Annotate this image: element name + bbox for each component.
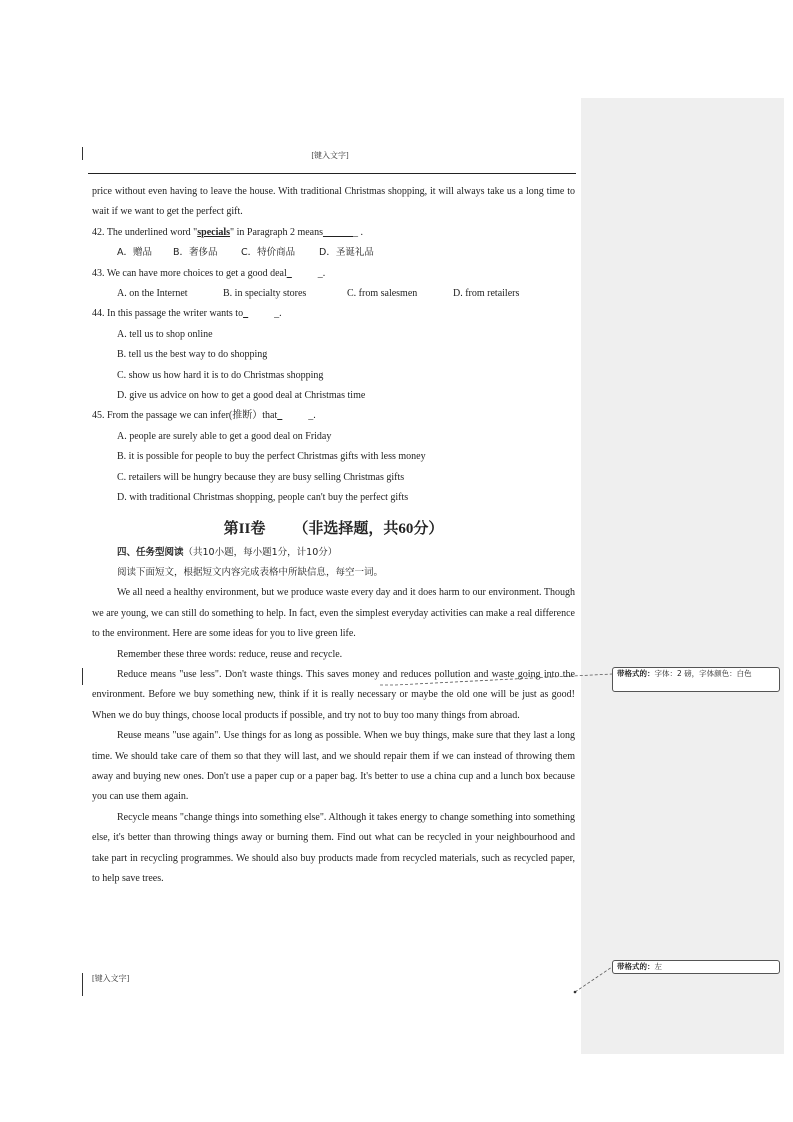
passage-continuation: price without even having to leave the house. With traditional Christmas shopping, it will always take us a long time to wait if we want to get the perfect gift. xyxy=(92,186,575,218)
paragraph-three-words: Remember these three words: reduce, reuse and recycle. xyxy=(117,648,343,660)
paragraph-intro: We all need a healthy environment, but we produce waste every day and it does harm to our environment. Though we are young, we can still do something to help. In fact, even the simplest everyday activities can make a real difference to the environment. Here are some ideas for you to live green life. xyxy=(92,587,575,640)
question-44-option-c: C. show us how hard it is to do Christmas shopping xyxy=(117,369,324,381)
answer-blank: _ xyxy=(243,308,249,320)
question-44-option-a: A. tell us to shop online xyxy=(117,328,213,340)
question-44-option-d: D. give us advice on how to get a good deal at Christmas time xyxy=(117,390,366,402)
format-comment-font[interactable]: 带格式的：字体：2 磅，字体颜色：白色 xyxy=(612,667,780,692)
option-d: D. from retailers xyxy=(453,288,520,300)
option-c: C. from salesmen xyxy=(347,288,418,300)
paragraph-reduce: Reduce means "use less". Don't waste things. This saves money and reduces pollution and waste going into the environment. Before we buy something new, think if it is really necessary or maybe the old one will be just as good! When we do buy things, choose local products if possible, and try not to buy too many things from abroad. xyxy=(92,668,575,721)
question-45-option-d: D. with traditional Christmas shopping, people can't buy the perfect gifts xyxy=(117,492,409,504)
answer-blank: _ xyxy=(286,267,292,279)
task-instruction: 阅读下面短文，根据短文内容完成表格中所缺信息，每空一词。 xyxy=(117,566,384,578)
question-43: 43. We can have more choices to get a good deal_ _. xyxy=(92,267,326,279)
paragraph-reuse: Reuse means "use again". Use things for as long as possible. When we buy things, make sure that they last a long time. We should take care of them so that they will last, and we should repair them if we can instead of throwing them away and buying new ones. Don't use a paper cup or a paper bag. It's better to use a china cup and a lunch box because you can use them again. xyxy=(92,730,575,803)
answer-blank: ______ xyxy=(323,226,353,238)
page-header[interactable]: [键入文字] xyxy=(311,151,349,160)
option-b: B．奢侈品 xyxy=(173,247,218,259)
option-a: A．赠品 xyxy=(117,247,152,259)
underlined-word: specials xyxy=(197,226,231,238)
question-45-option-b: B. it is possible for people to buy the perfect Christmas gifts with less money xyxy=(117,451,426,463)
paragraph-recycle: Recycle means "change things into something else". Although it takes energy to change something into something else, it's better than throwing things away or burning them. Find out what can be recycled in your neighbourhood and take part in recycling programmes. We should also buy products made from recycled materials, such as recycled paper, to help save trees. xyxy=(92,811,575,884)
question-45-option-c: C. retailers will be hungry because they are busy selling Christmas gifts xyxy=(117,471,405,483)
question-44: 44. In this passage the writer wants to_ _. xyxy=(92,308,282,320)
question-45-option-a: A. people are surely able to get a good deal on Friday xyxy=(117,430,332,442)
format-comment-align[interactable]: 带格式的：左 xyxy=(612,960,780,974)
option-b: B. in specialty stores xyxy=(223,288,307,300)
section-title: 第II卷 （非选择题，共60分） xyxy=(223,520,444,537)
option-d: D．圣诞礼品 xyxy=(319,247,374,259)
option-c: C．特价商品 xyxy=(241,247,296,259)
task-heading: 四、任务型阅读（共10小题，每小题1分，计10分） xyxy=(117,546,338,558)
question-44-option-b: B. tell us the best way to do shopping xyxy=(117,349,268,361)
question-45: 45. From the passage we can infer(推断）that_ _. xyxy=(92,410,316,422)
page-footer[interactable]: [键入文字] xyxy=(92,974,130,983)
option-a: A. on the Internet xyxy=(117,288,188,300)
question-42: 42. The underlined word "specials" in Paragraph 2 means_______ . xyxy=(92,226,363,238)
answer-blank: _ xyxy=(277,410,283,422)
